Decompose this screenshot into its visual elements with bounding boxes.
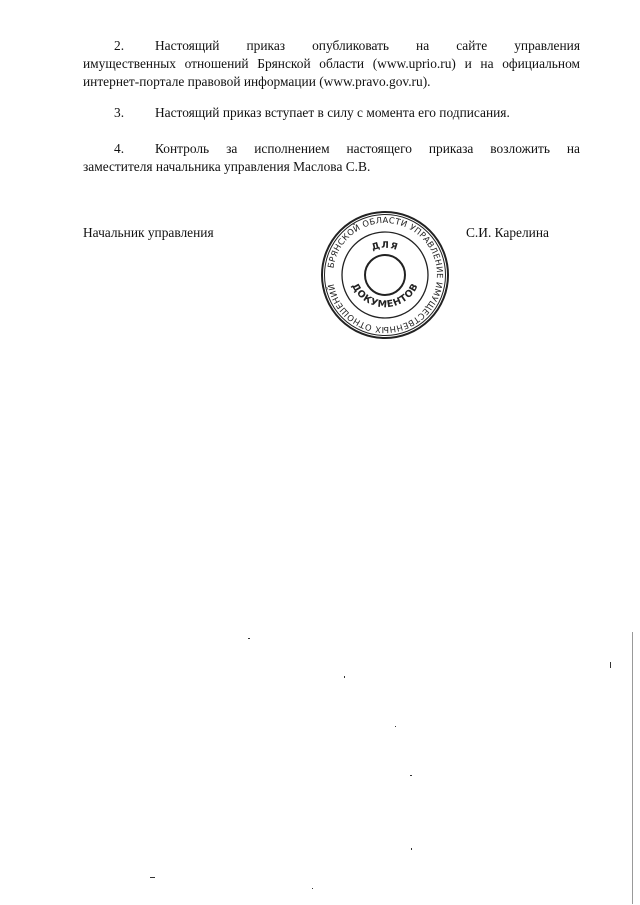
scan-speck: [610, 662, 611, 668]
scan-edge-line: [632, 632, 633, 904]
stamp-center-bottom: ДОКУМЕНТОВ: [349, 281, 421, 311]
paragraph-2: [83, 37, 580, 91]
paragraph-3: [83, 104, 580, 122]
official-stamp: [319, 209, 451, 341]
paragraph-number: 4.: [114, 141, 125, 156]
paragraph-number: 2.: [114, 38, 125, 53]
scan-speck: [395, 726, 396, 727]
stamp-ring-text: БРЯНСКОЙ ОБЛАСТИ УПРАВЛЕНИЕ ИМУЩЕСТВЕННЫХ ОТНОШЕНИЙ: [325, 214, 446, 336]
paragraph-line: заместителя начальника управления Маслова С.В.: [83, 159, 371, 174]
signatory-position: Начальник управления: [83, 225, 214, 240]
scan-speck: [344, 676, 345, 678]
scan-speck: [150, 877, 155, 878]
scan-speck: [411, 848, 412, 850]
scan-speck: [410, 775, 412, 776]
svg-text:БРЯНСКОЙ ОБЛАСТИ УПРАВЛЕНИЕ ИМ: [325, 215, 445, 335]
scan-speck: [312, 888, 313, 889]
paragraph-line: Контроль за исполнением настоящего приказа возложить на: [155, 141, 580, 156]
paragraph-4: [83, 140, 580, 176]
paragraph-line: интернет-портале правовой информации (www.pravo.gov.ru).: [83, 74, 431, 89]
scan-speck: [248, 638, 250, 639]
paragraph-line: имущественных отношений Брянской области (www.uprio.ru) и на официальном: [83, 56, 580, 71]
paragraph-number: 3.: [114, 105, 125, 120]
paragraph-line: Настоящий приказ опубликовать на сайте управления: [155, 38, 580, 53]
signatory-name: С.И. Карелина: [466, 225, 549, 240]
paragraph-line: Настоящий приказ вступает в силу с момента его подписания.: [155, 105, 510, 120]
svg-text:ДЛЯ: [371, 241, 400, 253]
stamp-center-top: ДЛЯ: [370, 240, 400, 254]
